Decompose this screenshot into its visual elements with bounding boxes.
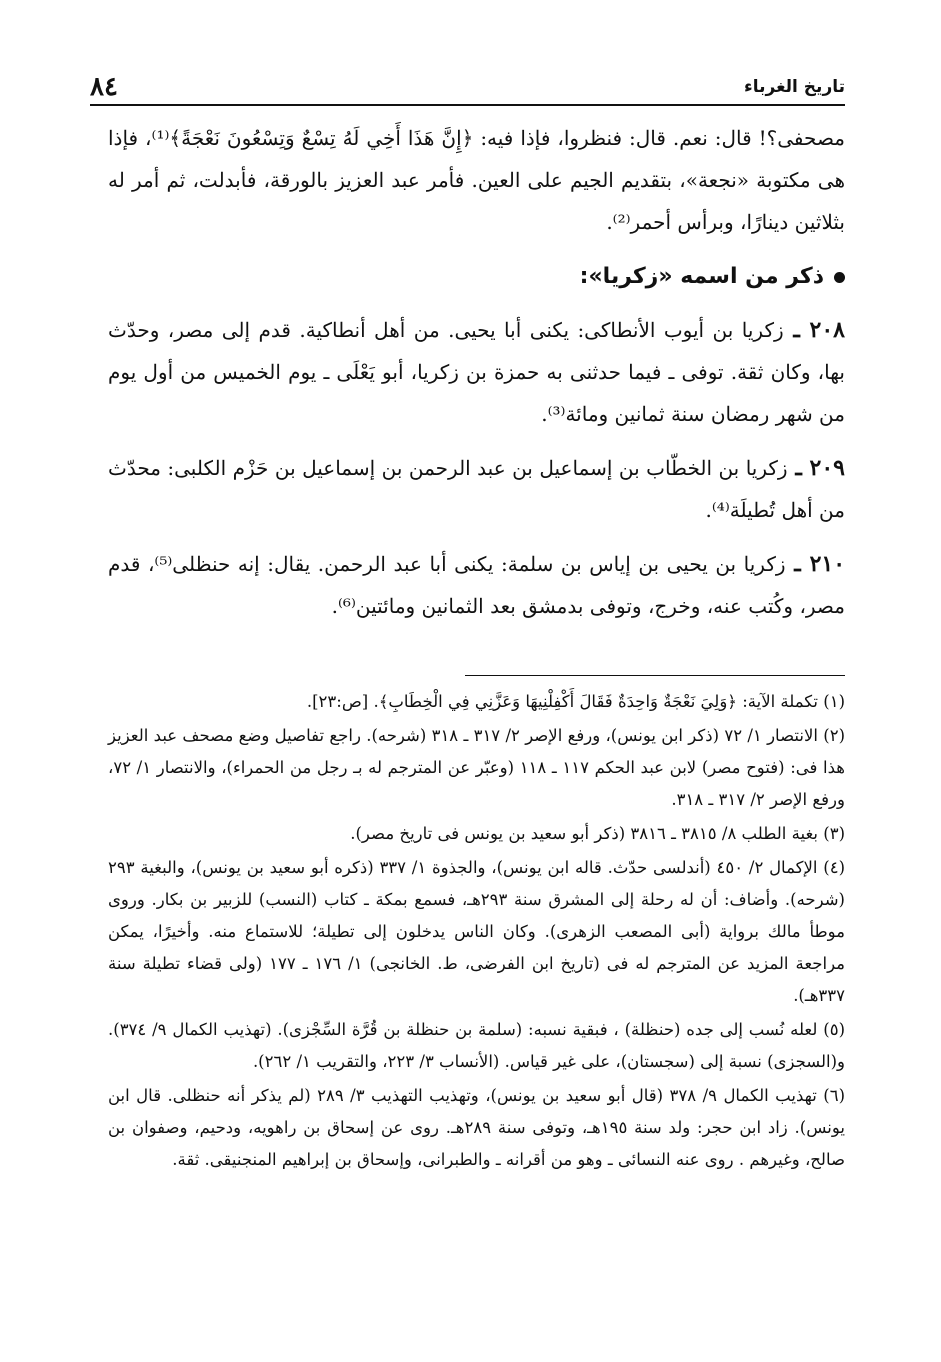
- section-heading: [108, 255, 845, 299]
- biography-entry: [108, 309, 845, 435]
- footnote-text: بغية الطلب ٨/ ٣٨١٥ ـ ٣٨١٦ (ذكر أبو سعيد بن يونس فى تاريخ مصر).: [350, 824, 818, 843]
- footnote-mark: (٦): [823, 1086, 846, 1105]
- footnote-text: الانتصار ١/ ٧٢ (ذكر ابن يونس)، ورفع الإصر ٢/ ٣١٧ ـ ٣١٨ (شرحه). راجع تفاصيل وضع مصحف عبد العزيز هذا فى: (فتوح مصر) لابن عبد الحكم ١١٧ ـ ١١٨ (وعبّر عن المترجم له بـ رجل من الحمراء)، والانتصار ١/ ٧٢، ورفع الإصر ٢/ ٣١٧ ـ ٣١٨.: [108, 726, 845, 809]
- entry-text: زكريا بن أيوب الأنطاكى: يكنى أبا يحيى. من أهل أنطاكية. قدم إلى مصر، وحدّث بها، وكان ثقة. توفى ـ فيما حدثنى به حمزة بن زكريا، أبو يَعْلَى ـ يوم الخميس من أول يوم من شهر رمضان سنة ثمانين ومائة⁽³⁾.: [108, 318, 846, 426]
- footnote-mark: (٢): [823, 726, 845, 745]
- header-rule: [90, 104, 845, 106]
- footnote: [108, 852, 845, 1012]
- footnote: [108, 1014, 845, 1078]
- footnote: [108, 686, 845, 718]
- intro-paragraph: مصحفى؟! قال: نعم. قال: فنظروا، فإذا فيه: ﴿إِنَّ هَذَا أَخِي لَهُ تِسْعٌ وَتِسْعُونَ نَعْجَةً﴾⁽¹⁾، فإذا هى مكتوبة «نجعة»، بتقديم الجيم على العين. فأمر عبد العزيز بالورقة، فأبدلت، ثم أمر له بثلاثين دينارًا، وبرأس أحمر⁽²⁾.: [108, 126, 846, 234]
- footnote-text: لعله نُسب إلى جده (حنظلة) ، فبقية نسبه: (سلمة بن حنظلة بن قُرَّة السِّجْزى). (تهذيب الكمال ٩/ ٣٧٤). و(السجزى) نسبة إلى (سجستان)، على غير قياس. (الأنساب ٣/ ٢٢٣، والتقريب ١/ ٢٦٢).: [108, 1020, 845, 1071]
- section-heading-text: ذكر من اسمه «زكريا»:: [579, 264, 824, 289]
- entry-text: زكريا بن الخطّاب بن إسماعيل بن عبد الرحمن بن إسماعيل بن حَزْم الكلبى: محدّث من أهل تُطيلَة⁽⁴⁾.: [108, 456, 845, 522]
- bullet-icon: [834, 272, 845, 283]
- footnote-mark: (٥): [823, 1020, 845, 1039]
- main-text: [108, 117, 845, 639]
- entry-text: زكريا بن يحيى بن إياس بن سلمة: يكنى أبا عبد الرحمن. يقال: إنه حنظلى⁽⁵⁾، قدم مصر، وكُتب عنه، وخرج، وتوفى بدمشق بعد الثمانين ومائتين⁽⁶⁾.: [108, 552, 845, 618]
- footnote-rule: [465, 675, 845, 676]
- footnotes: [108, 686, 845, 1178]
- footnote: [108, 720, 845, 816]
- page-header: [90, 60, 845, 104]
- footnote-mark: (٣): [823, 824, 845, 843]
- biography-entry: [108, 543, 845, 627]
- biography-entry: [108, 447, 845, 531]
- footnote-text: تكملة الآية: ﴿وَلِيَ نَعْجَةٌ وَاحِدَةٌ فَقَالَ أَكْفِلْنِيهَا وَعَزَّنِي فِي الْخِطَابِ﴾. [ص:٢٣].: [306, 692, 818, 711]
- entry-number: ٢٠٨ ـ: [784, 317, 845, 343]
- footnote-mark: (١): [823, 692, 845, 711]
- entry-number: ٢٠٩ ـ: [788, 455, 845, 481]
- footnote: [108, 1080, 845, 1176]
- footnote-text: تهذيب الكمال ٩/ ٣٧٨ (قال أبو سعيد بن يونس)، وتهذيب التهذيب ٣/ ٢٨٩ (لم يذكر أنه حنظلى. قال ابن يونس). زاد ابن حجر: ولد سنة ١٩٥هـ، وتوفى سنة ٢٨٩هـ. روى عن إسحاق بن راهويه، ودحيم، وصفوان بن صالح، وغيرهم . روى عنه النسائى ـ وهو من أقرانه ـ والطبرانى، وإسحاق بن إبراهيم المنجنيقى. ثقة.: [108, 1086, 845, 1169]
- entry-number: ٢١٠ ـ: [786, 551, 846, 577]
- page-number: ٨٤: [90, 72, 118, 102]
- running-title: تاريخ الغرباء: [744, 77, 845, 97]
- footnote-text: الإكمال ٢/ ٤٥٠ (أندلسى حدّث. قاله ابن يونس)، والجذوة ١/ ٣٣٧ (ذكره أبو سعيد بن يونس)، والبغية ٢٩٣ (شرحه). وأضاف: أن له رحلة إلى المشرق سنة ٢٩٣هـ، فسمع بمكة ـ كتاب (النسب) للزبير بن بكار. وروى موطأ مالك برواية (أبى المصعب الزهرى). وكان الناس يدخلون إلى تطيلة؛ للاستماع منه. وأخيرًا، يمكن مراجعة المزيد عن المترجم له فى (تاريخ ابن الفرضى، ط. الخانجى) ١/ ١٧٦ ـ ١٧٧ (ولى قضاء تطيلة سنة ٣٣٧هـ).: [108, 858, 846, 1005]
- footnote: [108, 818, 845, 850]
- footnote-mark: (٤): [823, 858, 845, 877]
